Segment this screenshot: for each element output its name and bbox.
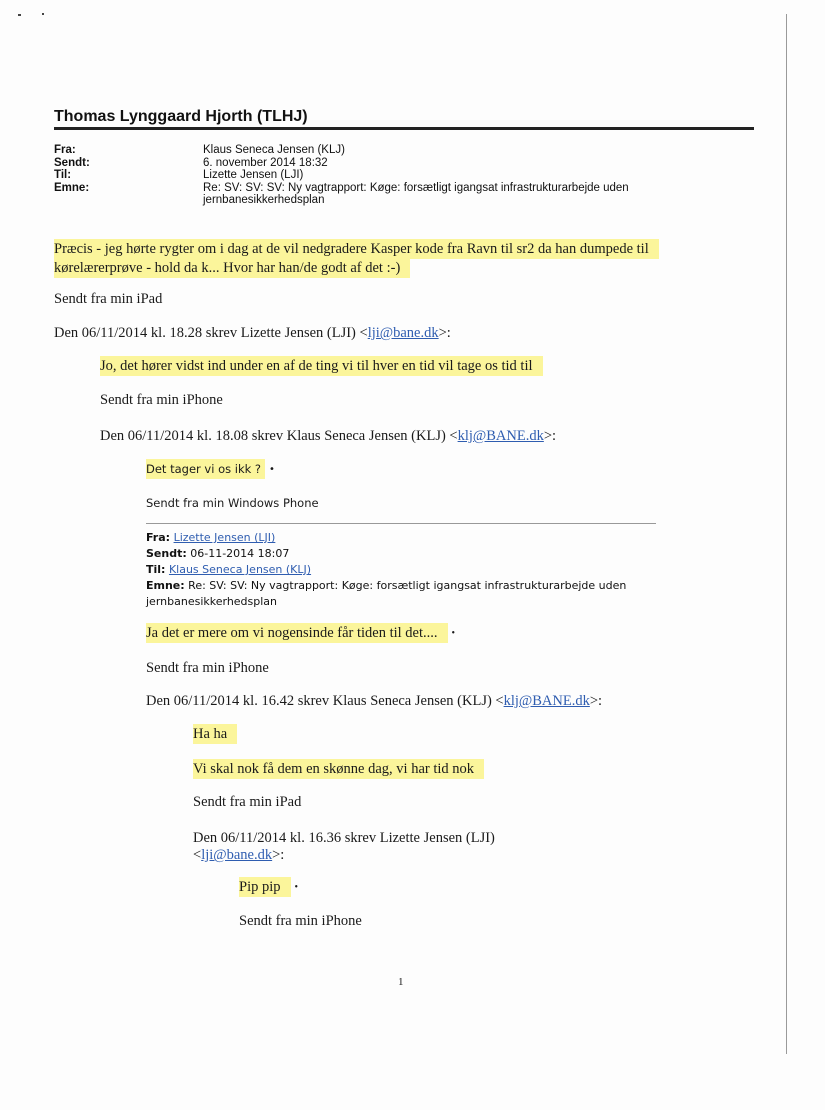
bullet-icon: • [451, 628, 456, 639]
from-label: Fra: [54, 144, 76, 156]
quote3-line1: Ha ha [193, 725, 237, 744]
msg1-line1: Præcis - jeg hørte rygter om i dag at de vil nedgradere Kasper kode fra Ravn til sr2 da han dumpede til [54, 240, 659, 259]
scan-dust [42, 13, 44, 15]
forward-meta [146, 530, 626, 610]
quote3-signature: Sendt fra min iPad [193, 794, 302, 810]
bullet-icon: • [269, 464, 275, 475]
bullet-icon: • [294, 882, 299, 893]
fwd-from-label: Fra: [146, 531, 171, 544]
quote2-intro: Den 06/11/2014 kl. 18.08 skrev Klaus Seneca Jensen (KLJ) <klj@BANE.dk>: [100, 428, 557, 444]
quote4-intro-line1: Den 06/11/2014 kl. 16.36 skrev Lizette Jensen (LJI) [193, 830, 495, 846]
subject-value [203, 182, 723, 207]
fwd-subject-label: Emne: [146, 579, 185, 592]
msg1-line2: kørelærerprøve - hold da k... Hvor har han/de godt af det :-) [54, 259, 410, 278]
quote4-email-link[interactable]: lji@bane.dk [201, 847, 273, 863]
scan-dust [18, 14, 21, 16]
to-label: Til: [54, 169, 72, 181]
quote1-body: Jo, det hører vidst ind under en af de ting vi til hver en tid vil tage os tid til [100, 357, 543, 376]
scan-page-edge [786, 14, 787, 1054]
forward-body: Ja det er mere om vi nogensinde får tiden til det.... • [146, 625, 456, 641]
quote2-body: Det tager vi os ikk ? • [146, 460, 275, 479]
fwd-sent-label: Sendt: [146, 547, 187, 560]
msg1-signature: Sendt fra min iPad [54, 291, 163, 307]
quote2-signature: Sendt fra min Windows Phone [146, 496, 319, 510]
fwd-to-label: Til: [146, 563, 166, 576]
quote3-intro: Den 06/11/2014 kl. 16.42 skrev Klaus Seneca Jensen (KLJ) <klj@BANE.dk>: [146, 693, 603, 709]
from-value: Klaus Seneca Jensen (KLJ) [203, 144, 345, 156]
fwd-subject-line-2: jernbanesikkerhedsplan [146, 595, 278, 608]
quote3-email-link[interactable]: klj@BANE.dk [503, 693, 590, 709]
quote1-email-link[interactable]: lji@bane.dk [367, 325, 439, 341]
forward-separator [146, 523, 656, 524]
fwd-from-link[interactable]: Lizette Jensen (LJI) [173, 531, 276, 544]
subject-line-2: jernbanesikkerhedsplan [203, 194, 325, 206]
fwd-sent-value: 06-11-2014 18:07 [190, 547, 290, 560]
quote2-email-link[interactable]: klj@BANE.dk [457, 428, 544, 444]
forward-signature: Sendt fra min iPhone [146, 660, 269, 676]
quote4-body: Pip pip • [239, 879, 299, 895]
to-value: Lizette Jensen (LJI) [203, 169, 304, 181]
quote3-line2: Vi skal nok få dem en skønne dag, vi har tid nok [193, 760, 484, 779]
fwd-subject-line-1: Re: SV: SV: Ny vagtrapport: Køge: forsætligt igangsat infrastrukturarbejde uden [188, 579, 627, 592]
sent-label: Sendt: [54, 156, 90, 169]
printout-owner-name: Thomas Lynggaard Hjorth (TLHJ) [54, 108, 308, 125]
quote4-signature: Sendt fra min iPhone [239, 913, 362, 929]
quote1-intro: Den 06/11/2014 kl. 18.28 skrev Lizette Jensen (LJI) <lji@bane.dk>: [54, 325, 451, 341]
quote1-signature: Sendt fra min iPhone [100, 392, 223, 408]
sent-value: 6. november 2014 18:32 [203, 156, 328, 169]
header-rule [54, 127, 754, 130]
quote4-intro-line2: <lji@bane.dk>: [193, 847, 285, 863]
fwd-to-link[interactable]: Klaus Seneca Jensen (KLJ) [168, 563, 312, 576]
page-number: 1 [398, 976, 404, 988]
subject-line-1: Re: SV: SV: SV: Ny vagtrapport: Køge: forsætligt igangsat infrastrukturarbejde uden [203, 181, 629, 194]
subject-label: Emne: [54, 181, 90, 194]
